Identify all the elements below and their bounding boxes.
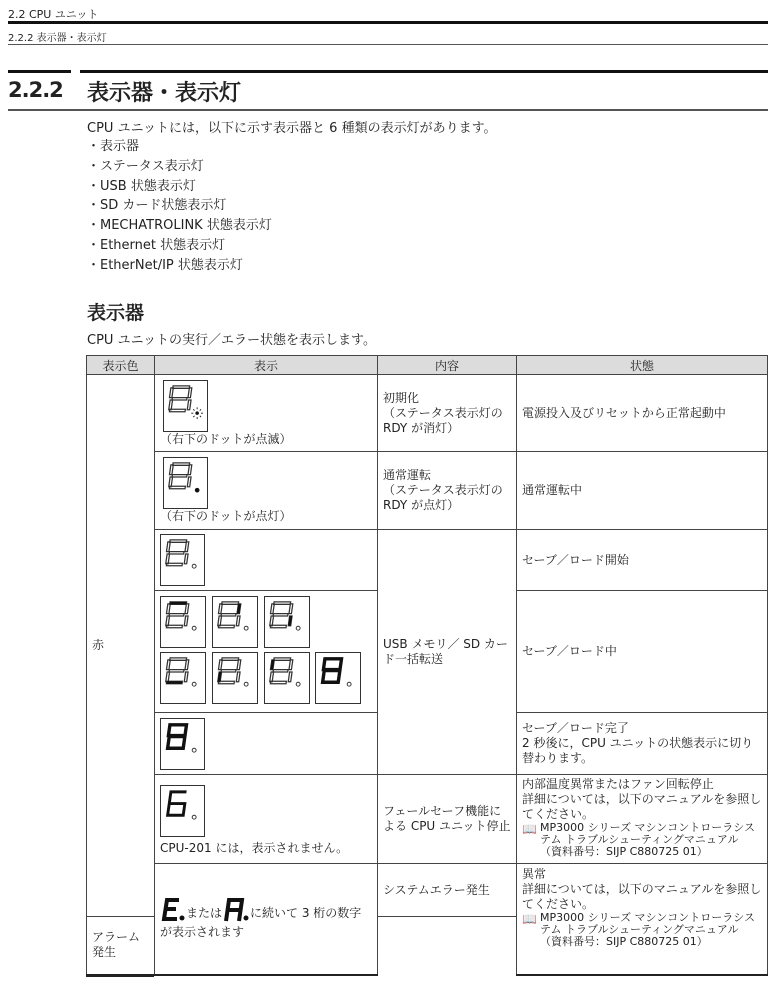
state-cell: 通常運転中 [517,452,768,530]
running-header-section: 2.2 CPU ユニット [8,8,99,21]
book-icon: 📖 [522,912,537,926]
list-item: ・ USB 状態表示灯 [87,177,272,197]
bullet-list [87,137,272,276]
manual-reference [522,822,762,858]
display-caption: （右下のドットが点灯） [160,509,292,523]
list-item: ・ Ethernet 状態表示灯 [87,236,272,256]
section-rule-left [8,70,71,73]
subsection-title: 表示器 [87,302,145,324]
error-display-description [160,897,372,941]
digit-icon [163,457,208,509]
content-cell: 初期化 （ステータス表示灯の RDY が消灯） [378,375,517,452]
display-tail-text: に続いて 3 桁の数字が表示されます [160,905,362,939]
digit-icon [160,785,205,837]
state-cell: 電源投入及びリセットから正常起動中 [517,375,768,452]
display-cell [155,375,378,452]
digit-e-icon [160,897,186,923]
table-header-row [87,356,768,375]
digit-display-failsafe [160,785,372,841]
table-row [87,775,768,864]
list-item: ・ ステータス表示灯 [87,157,272,177]
list-item: ・ EtherNet/IP 状態表示灯 [87,256,272,276]
content-cell: システムエラー発生 [378,864,517,917]
digit-icon [212,596,258,648]
content-cell: フェールセーフ機能による CPU ユニット停止 [378,775,517,864]
state-cell: セーブ／ロード開始 [517,530,768,591]
digit-display-init [160,380,372,436]
column-header: 表示 [155,356,378,375]
reference-text: MP3000 シリーズ マシンコントローラシステム トラブルシューティングマニュアル （資料番号：SIJP C880725 01） [540,911,755,948]
digit-icon [163,380,208,432]
display-caption: CPU-201 には，表示されません。 [160,841,349,855]
state-text: 異常 詳細については，以下のマニュアルを参照してください。 [522,867,762,911]
list-item: ・ MECHATROLINK 状態表示灯 [87,216,272,236]
state-cell: セーブ／ロード中 [517,591,768,713]
digit-icon [315,652,361,704]
column-header: 内容 [378,356,517,375]
column-header: 状態 [517,356,768,375]
state-text: 内部温度異常またはファン回転停止 詳細については，以下のマニュアルを参照してください。 [522,777,762,821]
reference-text: MP3000 シリーズ マシンコントローラシステム トラブルシューティングマニュアル （資料番号：SIJP C880725 01） [540,821,755,858]
manual-reference [522,912,762,948]
table-row [87,864,768,917]
column-header: 表示色 [87,356,155,375]
digit-a-icon [222,897,250,923]
digit-icon [212,652,258,704]
digit-icon [264,596,310,648]
section-rule-bottom [8,109,768,111]
display-color: 赤 [87,375,155,917]
section-title: 表示器・表示灯 [87,81,242,106]
state-cell [517,864,768,975]
book-icon: 📖 [522,822,537,836]
content-cell: アラーム発生 [87,917,155,975]
digit-sequence-row-1 [160,596,372,652]
state-cell: セーブ／ロード完了 2 秒後に，CPU ユニットの状態表示に切り替わります。 [517,713,768,775]
display-cell [155,713,378,775]
subsection-description: CPU ユニットの実行／エラー状態を表示します。 [87,333,377,348]
display-cell [155,775,378,864]
content-cell: USB メモリ／ SD カード一括転送 [378,530,517,775]
digit-icon [160,718,205,770]
header-rule [8,21,768,24]
intro-text: CPU ユニットには，以下に示す表示器と 6 種類の表示灯があります。 [87,121,497,136]
table-bottom-rule [86,975,154,977]
display-cell [155,591,378,713]
section-rule-right [80,70,768,73]
running-header-subsection: 2.2.2 表示器・表示灯 [8,33,107,44]
digit-icon [160,652,206,704]
content-cell: 通常運転 （ステータス表示灯の RDY が点灯） [378,452,517,530]
digit-display-normal [160,457,372,513]
digit-icon [160,596,206,648]
display-cell [155,864,378,975]
section-number: 2.2.2 [8,78,63,102]
display-table [86,355,768,976]
digit-sequence-row-2 [160,652,372,708]
list-item: ・ SD カード状態表示灯 [87,196,272,216]
display-cell [155,530,378,591]
header-rule-thin [8,44,768,45]
display-or-text: または [186,905,223,920]
state-cell [517,775,768,864]
display-caption: （右下のドットが点滅） [160,432,292,446]
display-cell [155,452,378,530]
digit-icon [160,534,205,586]
digit-icon [264,652,310,704]
table-row [87,375,768,452]
table-row [87,530,768,591]
table-row [87,452,768,530]
list-item: ・ 表示器 [87,137,272,157]
